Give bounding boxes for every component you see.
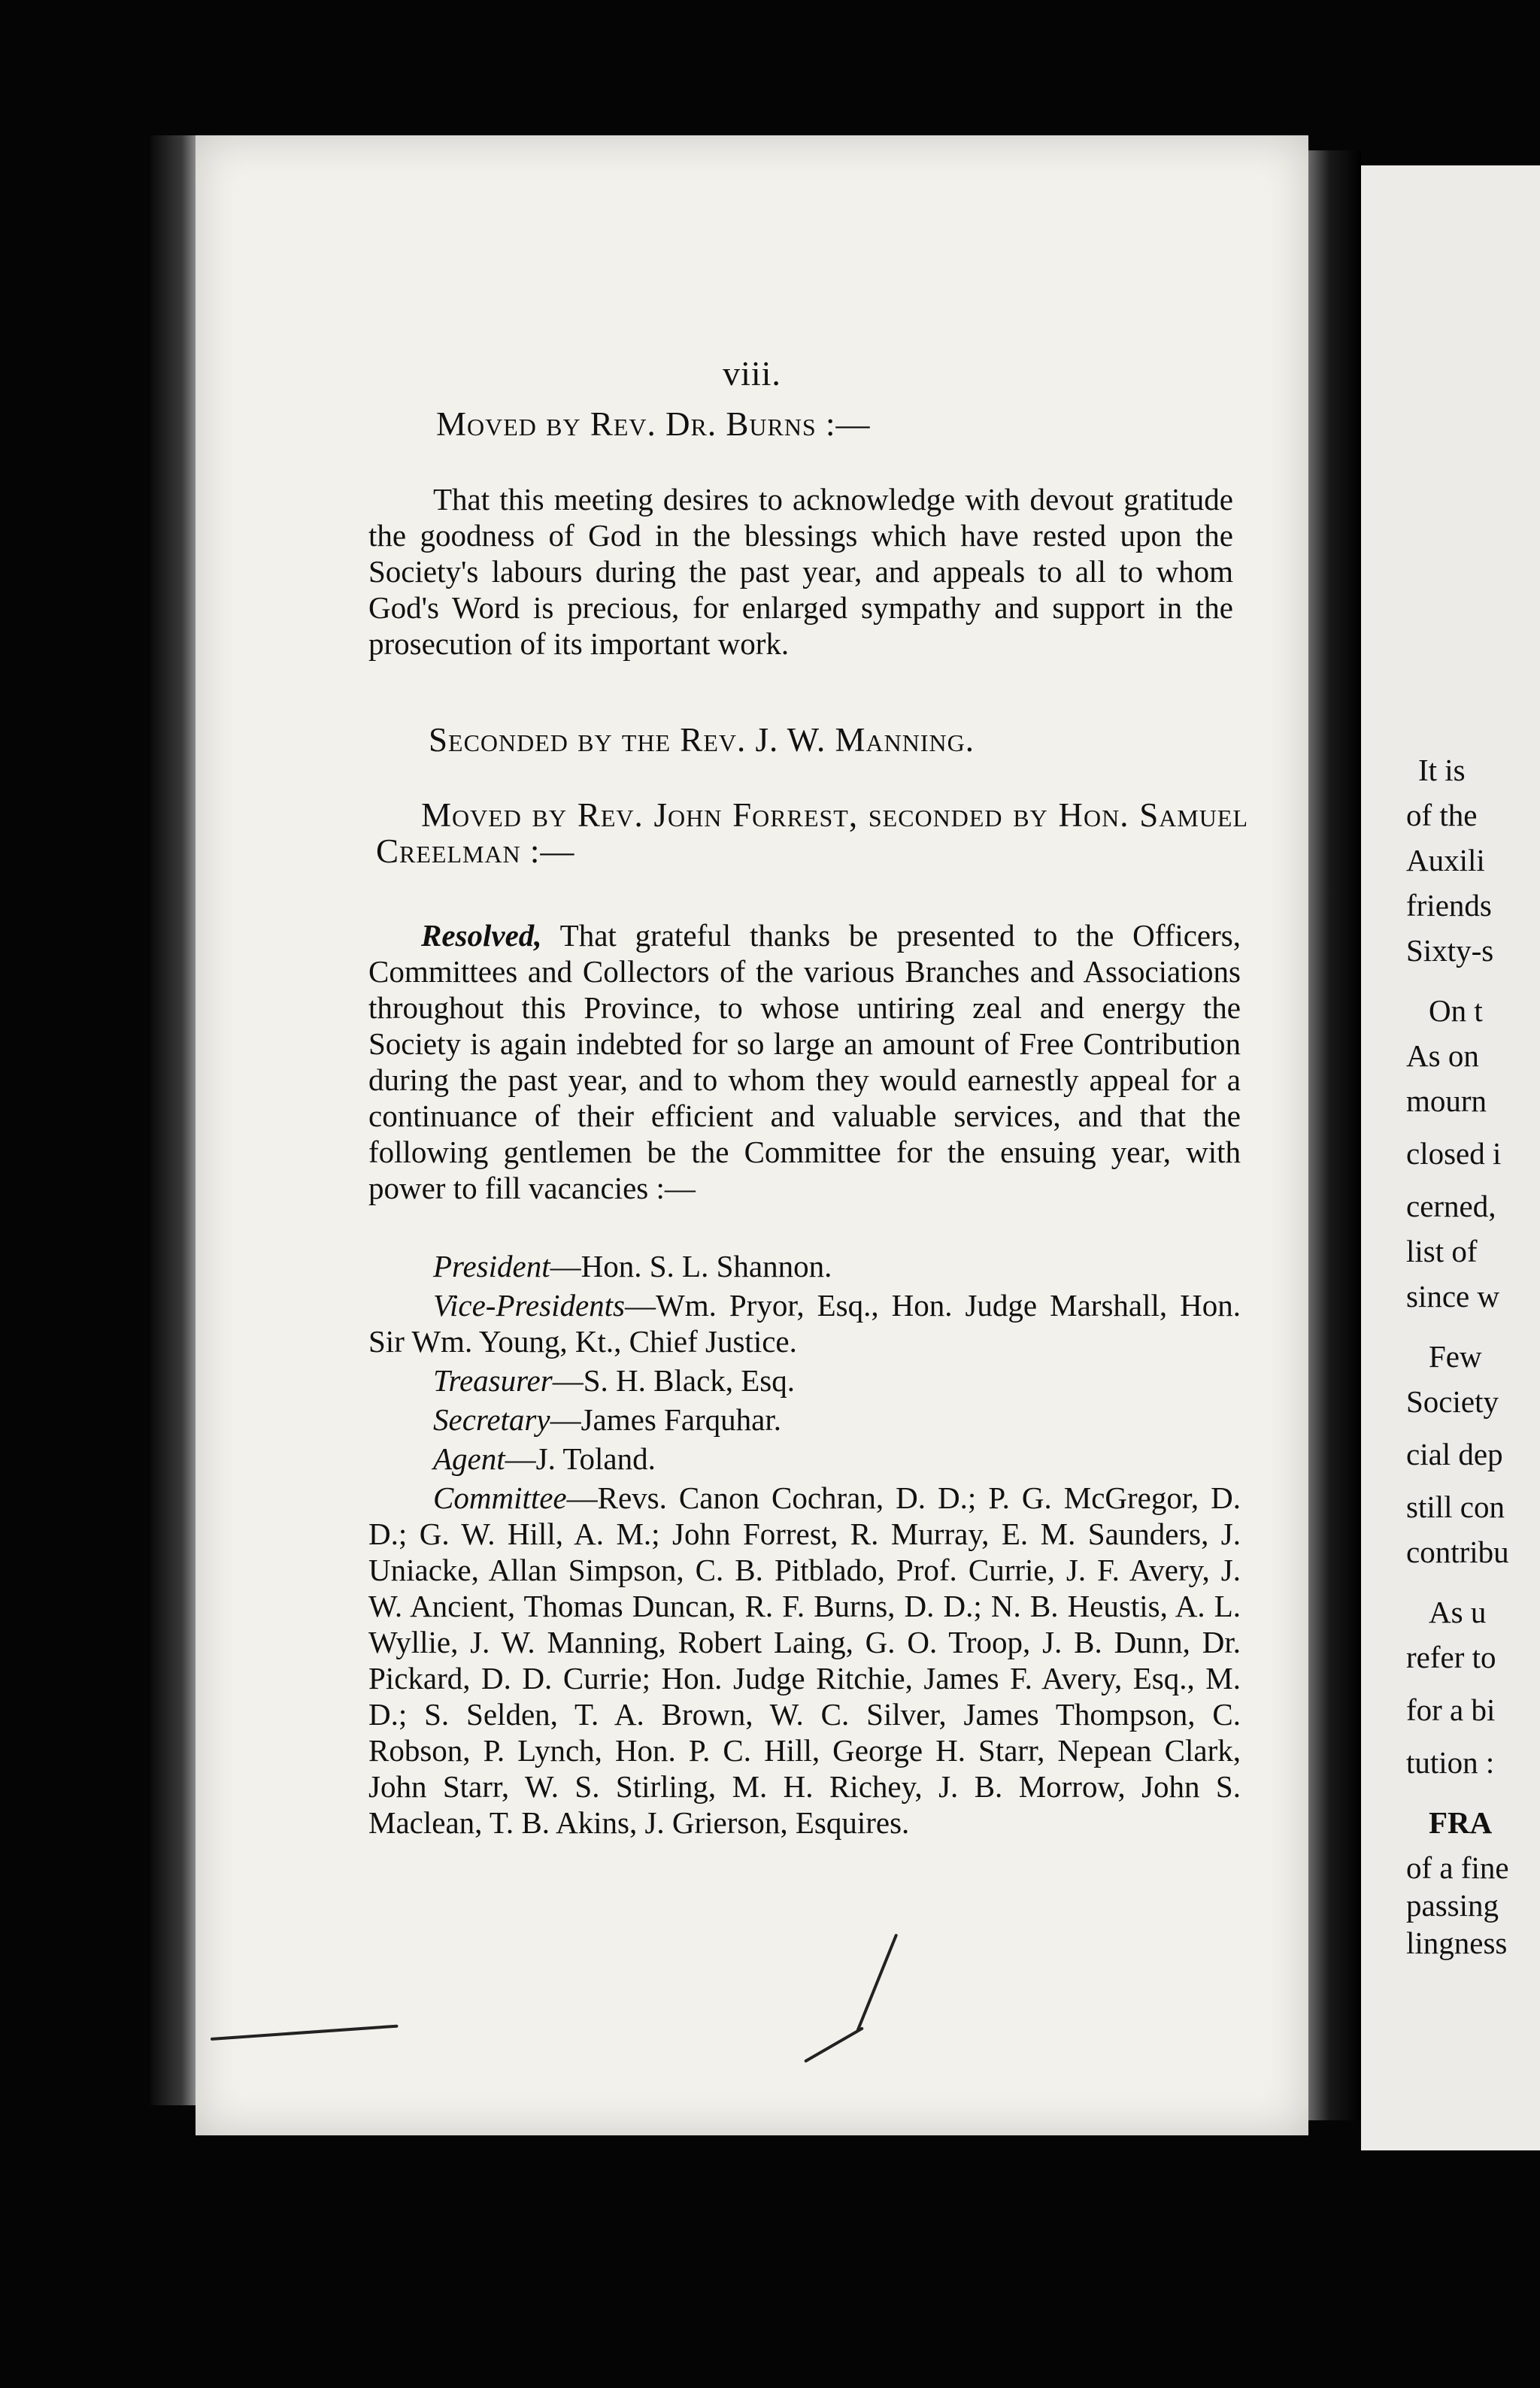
adjacent-fragment: cial dep [1406,1437,1503,1471]
adjacent-fragment: cerned, [1406,1189,1496,1223]
adjacent-fragment: list of [1406,1234,1478,1268]
adjacent-page [1361,165,1540,2150]
adjacent-fragment: contribu [1406,1535,1509,1569]
pen-mark [804,2026,864,2062]
adjacent-fragment: refer to [1406,1640,1496,1674]
adjacent-fragment: Auxili [1406,843,1485,877]
adjacent-fragment: for a bi [1406,1693,1496,1727]
officer-secretary: Secretary—James Farquhar. [433,1402,782,1437]
pen-mark [211,2025,399,2041]
adjacent-fragment: of the [1406,798,1478,832]
adjacent-fragment: friends [1406,888,1492,923]
officer-agent: Agent—J. Toland. [433,1441,656,1476]
page-number: viii. [723,354,781,392]
adjacent-fragment: still con [1406,1489,1505,1524]
motion1-mover: Moved by Rev. Dr. Burns :— [436,405,871,443]
adjacent-fragment: closed i [1406,1136,1502,1171]
adjacent-fragment: of a fine [1406,1850,1509,1885]
adjacent-fragment: As on [1406,1038,1479,1073]
officer-president: President—Hon. S. L. Shannon. [433,1249,832,1283]
motion1-body: That this meeting desires to acknowledge with devout gratitude the goodness of God in the blessings which have rested upon the Society's labours during the past year, and appeals to all to whom God's Word is precious, for enlarged sympathy and support in the prosecution of its important work. [368,482,1233,661]
officer-treasurer: Treasurer—S. H. Black, Esq. [433,1363,796,1398]
motion2-body: Resolved, That grateful thanks be presented to the Officers, Committees and Collectors of the various Branches and Associations throughout this Province, to whose untiring zeal and energy the Society is again indebted for so large an amount of Free Contribution during the past year, and to whom they would earnestly appeal for a continuance of their efficient and valuable services, and that the following gentlemen be the Committee for the ensuing year, with power to fill vacancies :— [368,918,1241,1205]
officers-list [368,1248,1241,1841]
adjacent-fragment: passing [1406,1888,1499,1923]
book-left-edge [150,135,196,2105]
adjacent-fragment: It is [1418,753,1466,787]
seconder1: Seconded by the Rev. J. W. Manning. [429,721,975,759]
adjacent-fragment: since w [1406,1279,1500,1314]
motion2-mover: Moved by Rev. John Forrest, seconded by Hon. Samuel Creelman :— [376,796,1248,870]
adjacent-fragment: Few [1429,1339,1482,1374]
adjacent-fragment: FRA [1429,1805,1493,1840]
adjacent-fragment: Society [1406,1384,1499,1419]
adjacent-fragment: On t [1429,993,1483,1028]
adjacent-fragment: mourn [1406,1083,1487,1118]
pen-mark [856,1933,898,2032]
officer-committee: Committee—Revs. Canon Cochran, D. D.; P. G. McGregor, D. D.; G. W. Hill, A. M.; John Forrest, R. Murray, E. M. Saunders, J. Uniacke, Allan Simpson, C. B. Pitblado, Prof. Currie, J. F. Avery, J. W. Ancient, Thomas Duncan, R. F. Burns, D. D.; N. B. Heustis, A. L. Wyllie, J. W. Manning, Robert Laing, G. O. Troop, J. B. Dunn, Dr. Pickard, D. D. Currie; Hon. Judge Ritchie, James F. Avery, Esq., M. D.; S. Selden, T. A. Brown, W. C. Silver, James Thompson, C. Robson, P. Lynch, Hon. P. C. Hill, George H. Starr, Nepean Clark, John Starr, W. S. Stirling, M. H. Richey, J. B. Morrow, John S. Maclean, T. B. Akins, J. Grierson, Esquires. [368,1480,1241,1840]
adjacent-fragment: Sixty-s [1406,933,1494,968]
adjacent-fragment: lingness [1406,1926,1508,1960]
adjacent-fragment: tution : [1406,1745,1495,1780]
officer-vice-presidents: Vice-Presidents—Wm. Pryor, Esq., Hon. Judge Marshall, Hon. Sir Wm. Young, Kt., Chief Justice. [368,1288,1241,1359]
adjacent-fragment: As u [1429,1595,1487,1629]
book-page [196,135,1308,2135]
resolved-label: Resolved, [421,918,542,953]
book-gutter [1308,150,1361,2120]
